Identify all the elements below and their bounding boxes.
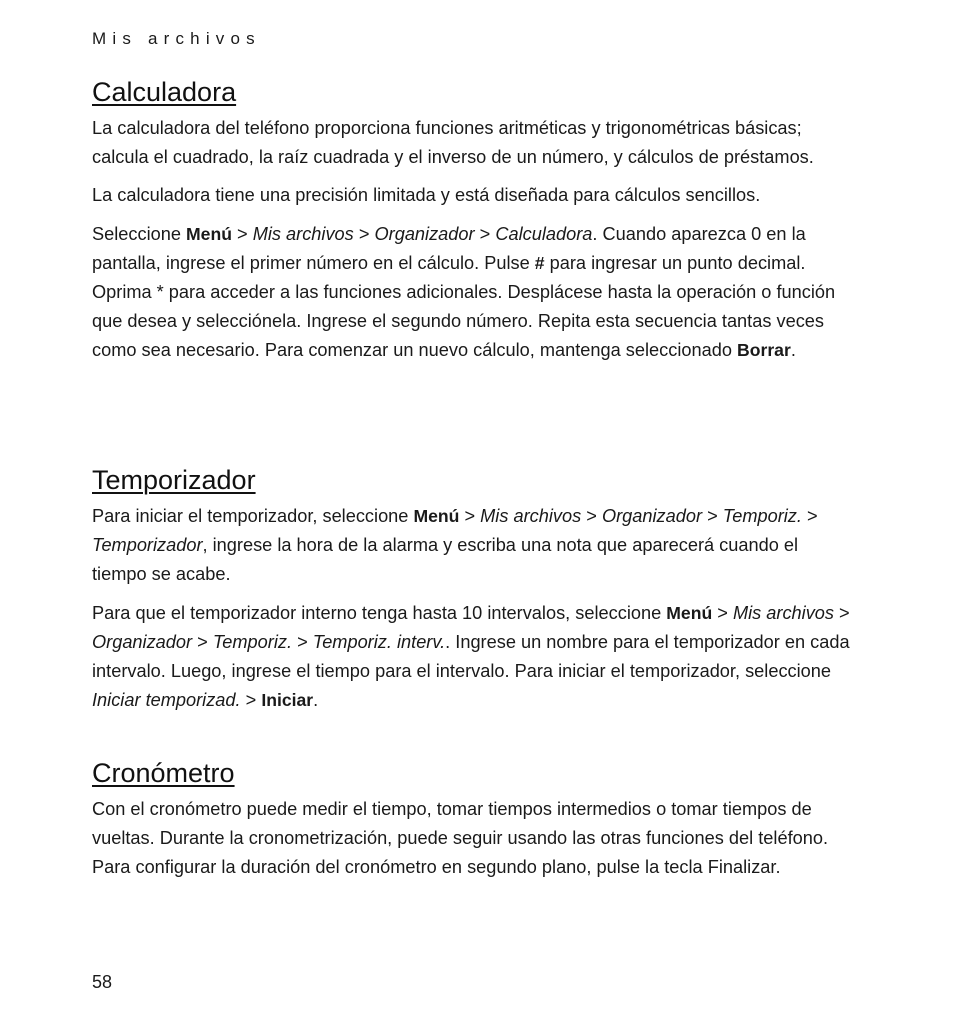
text-run: .: [790, 340, 796, 361]
text-run: Para iniciar el temporizador, seleccione: [92, 506, 414, 526]
menu-term: Menú: [413, 506, 460, 526]
paragraph: La calculadora del teléfono proporciona funciones aritméticas y trigonométricas básicas; calcula el cuadrado, la raíz cuadrada y el inverso de un número, y cálculos de préstamos.: [92, 118, 814, 168]
menu-term: Menú: [186, 223, 232, 244]
menu-path: Temporiz. interv.: [312, 631, 446, 652]
menu-path: Organizador: [92, 631, 193, 652]
text-run: , ingrese la hora de la alarma y escriba una nota que aparecerá cuando el tiempo se acabe.: [92, 535, 799, 585]
paragraph: La calculadora tiene una precisión limitada y está diseñada para cálculos sencillos.: [92, 185, 761, 206]
heading-temporizador: Temporizador: [92, 465, 256, 495]
path-separator: >: [231, 223, 253, 244]
path-separator: >: [834, 602, 850, 623]
menu-term: Menú: [666, 602, 713, 623]
menu-path: Organizador: [374, 223, 475, 244]
text-run: . Ingrese un nombre para el temporizador en cada intervalo. Luego, ingrese el tiempo para el intervalo. Para iniciar el temporizador, seleccione: [92, 631, 850, 682]
text-run: Seleccione: [92, 223, 187, 244]
path-separator: >: [801, 506, 818, 526]
softkey-term: Borrar: [737, 340, 791, 361]
key-term: #: [534, 252, 545, 273]
text-run: .: [313, 690, 319, 711]
path-separator: >: [240, 690, 262, 711]
softkey-term: Iniciar: [261, 690, 314, 711]
path-separator: >: [712, 602, 733, 623]
paragraph: [92, 220, 852, 366]
menu-path: Temporiz.: [722, 506, 802, 526]
menu-path: Mis archivos: [252, 223, 354, 244]
menu-path: Organizador: [601, 506, 703, 526]
heading-calculadora: Calculadora: [92, 77, 237, 107]
text-run: . Cuando aparezca 0 en la pantalla, ingrese el primer número en el cálculo. Pulse: [92, 223, 806, 273]
menu-path: Iniciar temporizad.: [92, 690, 241, 711]
path-separator: >: [292, 631, 313, 652]
menu-path: Temporizador: [92, 535, 203, 556]
page-number: 58: [92, 972, 113, 992]
heading-cronometro: Cronómetro: [92, 758, 235, 788]
path-separator: >: [702, 506, 723, 526]
paragraph: Con el cronómetro puede medir el tiempo, tomar tiempos intermedios o tomar tiempos de vueltas. Durante la cronometrización, puede seguir usando las otras funciones del teléfono. Para configurar la duración del cronómetro en segundo plano, pulse la tecla Finalizar.: [92, 799, 829, 878]
menu-path: Calculadora: [495, 223, 593, 244]
path-separator: >: [581, 506, 602, 526]
menu-path: Temporiz.: [212, 631, 293, 652]
paragraph: [92, 502, 852, 590]
path-separator: >: [192, 631, 213, 652]
path-separator: >: [474, 223, 496, 244]
path-separator: >: [353, 223, 375, 244]
section-cronometro: [92, 758, 852, 883]
running-header: Mis archivos: [92, 29, 261, 48]
section-temporizador: [92, 465, 852, 715]
path-separator: >: [459, 506, 481, 526]
paragraph: [92, 599, 852, 716]
section-calculadora: [92, 77, 852, 366]
menu-path: Mis archivos: [480, 506, 582, 526]
menu-path: Mis archivos: [732, 602, 834, 623]
text-run: para ingresar un punto decimal. Oprima * para acceder a las funciones adicionales. Desplácese hasta la operación o función que desea y selecciónela. Ingrese el segundo número. Repita esta secuencia tantas veces como sea necesario. Para comenzar un nuevo cálculo, mantenga seleccionado: [92, 252, 836, 361]
text-run: Para que el temporizador interno tenga hasta 10 intervalos, seleccione: [92, 602, 667, 623]
